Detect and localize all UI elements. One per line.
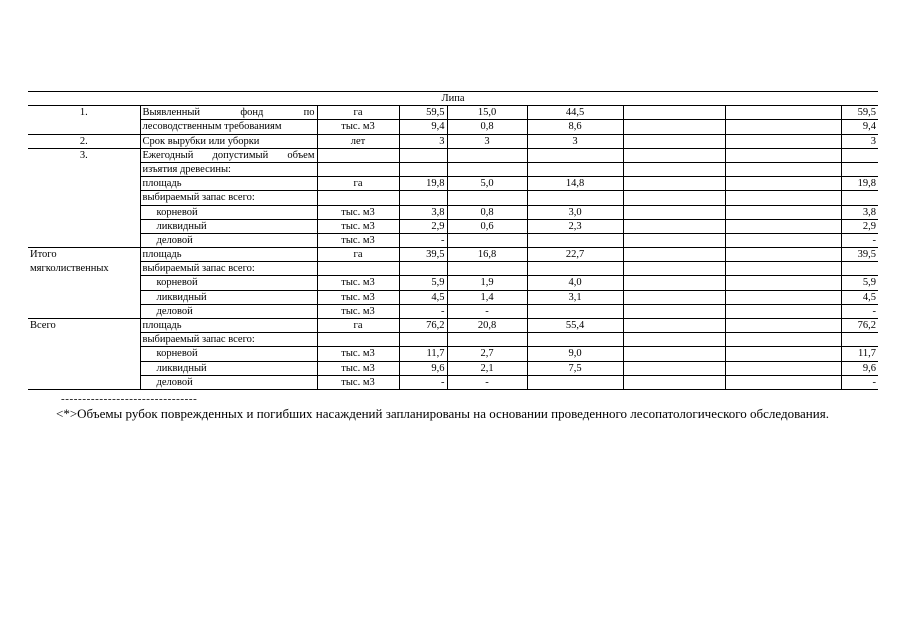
table-cell: Ежегодный допустимый объем xyxy=(140,148,317,162)
table-cell: га xyxy=(317,248,399,262)
table-cell xyxy=(725,205,841,219)
table-cell: ликвидный xyxy=(140,290,317,304)
table-cell xyxy=(725,347,841,361)
table-cell: 39,5 xyxy=(841,248,878,262)
table-cell xyxy=(725,248,841,262)
table-cell xyxy=(317,162,399,176)
table-cell: изъятия древесины: xyxy=(140,162,317,176)
table-cell: корневой xyxy=(140,276,317,290)
table-row xyxy=(28,347,878,361)
table-cell: 19,8 xyxy=(399,177,447,191)
table-cell: 4,5 xyxy=(399,290,447,304)
table-cell xyxy=(28,333,140,347)
table-cell: выбираемый запас всего: xyxy=(140,333,317,347)
table-cell xyxy=(623,233,725,247)
table-cell xyxy=(623,205,725,219)
table-cell: 2,7 xyxy=(447,347,527,361)
table-cell: мягколиственных xyxy=(28,262,140,276)
table-cell: 2,9 xyxy=(399,219,447,233)
table-cell xyxy=(28,233,140,247)
table-cell xyxy=(399,148,447,162)
table-cell: лет xyxy=(317,134,399,148)
table-cell xyxy=(725,134,841,148)
table-cell: Всего xyxy=(28,319,140,333)
table-cell xyxy=(28,276,140,290)
table-cell: тыс. м3 xyxy=(317,290,399,304)
table-cell xyxy=(317,333,399,347)
table-cell: 9,4 xyxy=(841,120,878,134)
table-cell: 9,4 xyxy=(399,120,447,134)
table-cell: 3 xyxy=(447,134,527,148)
footnote-text: <*>Объемы рубок поврежденных и погибших насаждений запланированы на основании проведенного лесопатологического обследования. xyxy=(56,406,829,421)
table-cell xyxy=(623,319,725,333)
table-cell: 55,4 xyxy=(527,319,623,333)
table-cell xyxy=(527,233,623,247)
table-cell: тыс. м3 xyxy=(317,276,399,290)
table-cell: га xyxy=(317,106,399,120)
table-cell: 0,6 xyxy=(447,219,527,233)
table-cell: 3,8 xyxy=(399,205,447,219)
table-cell xyxy=(623,361,725,375)
table-row xyxy=(28,162,878,176)
table-row xyxy=(28,304,878,318)
table-cell: 11,7 xyxy=(399,347,447,361)
table-cell xyxy=(28,205,140,219)
table-cell: га xyxy=(317,319,399,333)
table-cell: 59,5 xyxy=(399,106,447,120)
table-cell xyxy=(623,219,725,233)
table-cell xyxy=(725,319,841,333)
table-cell: выбираемый запас всего: xyxy=(140,262,317,276)
table-cell xyxy=(317,262,399,276)
forest-felling-table xyxy=(28,91,878,390)
table-cell xyxy=(841,262,878,276)
table-row xyxy=(28,177,878,191)
table-cell: - xyxy=(841,304,878,318)
table-cell xyxy=(623,148,725,162)
table-cell xyxy=(28,375,140,389)
table-cell: тыс. м3 xyxy=(317,304,399,318)
table-cell: 3 xyxy=(841,134,878,148)
table-cell: 4,5 xyxy=(841,290,878,304)
table-cell: 8,6 xyxy=(527,120,623,134)
table-cell xyxy=(399,333,447,347)
table-cell: ликвидный xyxy=(140,219,317,233)
table-cell xyxy=(28,361,140,375)
table-cell: 15,0 xyxy=(447,106,527,120)
table-cell: 3,8 xyxy=(841,205,878,219)
table-cell xyxy=(623,248,725,262)
table-cell: 59,5 xyxy=(841,106,878,120)
table-cell xyxy=(527,162,623,176)
table-cell xyxy=(841,191,878,205)
table-row xyxy=(28,248,878,262)
table-cell xyxy=(447,233,527,247)
table-cell xyxy=(399,191,447,205)
table-cell: 3,0 xyxy=(527,205,623,219)
table-cell: Срок вырубки или уборки xyxy=(140,134,317,148)
table-cell: тыс. м3 xyxy=(317,361,399,375)
table-cell xyxy=(725,191,841,205)
table-cell: 9,6 xyxy=(841,361,878,375)
table-cell xyxy=(725,106,841,120)
table-cell: 0,8 xyxy=(447,205,527,219)
table-cell: 20,8 xyxy=(447,319,527,333)
table-cell: 14,8 xyxy=(527,177,623,191)
table-cell xyxy=(28,304,140,318)
table-cell: площадь xyxy=(140,319,317,333)
table-cell xyxy=(725,148,841,162)
table-cell: ликвидный xyxy=(140,361,317,375)
table-cell: 1,4 xyxy=(447,290,527,304)
table-cell: - xyxy=(399,304,447,318)
table-cell xyxy=(623,333,725,347)
table-cell: Итого xyxy=(28,248,140,262)
table-cell: 44,5 xyxy=(527,106,623,120)
table-cell xyxy=(447,148,527,162)
table-cell: 2,9 xyxy=(841,219,878,233)
table-cell xyxy=(725,262,841,276)
table-cell: деловой xyxy=(140,233,317,247)
table-cell xyxy=(447,162,527,176)
table-cell: 19,8 xyxy=(841,177,878,191)
table-cell xyxy=(725,361,841,375)
table-cell: 3. xyxy=(28,148,140,162)
table-cell: 76,2 xyxy=(399,319,447,333)
table-cell: тыс. м3 xyxy=(317,205,399,219)
table-cell xyxy=(28,191,140,205)
table-cell xyxy=(623,134,725,148)
table-cell: тыс. м3 xyxy=(317,120,399,134)
table-cell: 22,7 xyxy=(527,248,623,262)
table-cell: корневой xyxy=(140,205,317,219)
table-cell xyxy=(399,162,447,176)
table-cell xyxy=(725,290,841,304)
table-cell: Выявленный фонд по xyxy=(140,106,317,120)
table-row xyxy=(28,134,878,148)
table-cell: тыс. м3 xyxy=(317,375,399,389)
table-cell: деловой xyxy=(140,375,317,389)
table-cell xyxy=(725,162,841,176)
table-cell xyxy=(841,148,878,162)
table-cell: га xyxy=(317,177,399,191)
table-cell xyxy=(527,262,623,276)
table-cell xyxy=(623,375,725,389)
table-cell xyxy=(527,333,623,347)
table-cell: - xyxy=(447,304,527,318)
table-cell: 3 xyxy=(527,134,623,148)
table-cell: площадь xyxy=(140,248,317,262)
table-cell: 9,0 xyxy=(527,347,623,361)
table-cell: выбираемый запас всего: xyxy=(140,191,317,205)
table-cell xyxy=(841,333,878,347)
table-cell: 7,5 xyxy=(527,361,623,375)
table-cell: 39,5 xyxy=(399,248,447,262)
table-row xyxy=(28,205,878,219)
table-cell: 2,1 xyxy=(447,361,527,375)
table-row xyxy=(28,290,878,304)
table-cell: лесоводственным требованиям xyxy=(140,120,317,134)
table-cell xyxy=(623,191,725,205)
table-cell xyxy=(28,347,140,361)
table-cell: 4,0 xyxy=(527,276,623,290)
table-cell: - xyxy=(841,233,878,247)
table-cell: - xyxy=(841,375,878,389)
table-cell: 1,9 xyxy=(447,276,527,290)
table-cell: тыс. м3 xyxy=(317,233,399,247)
table-cell xyxy=(399,262,447,276)
table-cell xyxy=(623,347,725,361)
table-row xyxy=(28,375,878,389)
table-cell xyxy=(447,191,527,205)
table-cell: тыс. м3 xyxy=(317,219,399,233)
table-row xyxy=(28,319,878,333)
table-cell: тыс. м3 xyxy=(317,347,399,361)
table-row xyxy=(28,262,878,276)
table-cell: 11,7 xyxy=(841,347,878,361)
table-cell xyxy=(527,191,623,205)
table-cell xyxy=(623,106,725,120)
section-title: Липа xyxy=(28,92,878,106)
table-cell xyxy=(725,375,841,389)
table-row xyxy=(28,191,878,205)
table-row xyxy=(28,148,878,162)
table-cell xyxy=(317,148,399,162)
table-cell xyxy=(623,120,725,134)
table-cell: 76,2 xyxy=(841,319,878,333)
table-cell xyxy=(447,262,527,276)
table-cell: 2,3 xyxy=(527,219,623,233)
table-cell xyxy=(317,191,399,205)
table-cell xyxy=(623,262,725,276)
table-cell xyxy=(725,219,841,233)
table-cell xyxy=(841,162,878,176)
table-cell xyxy=(725,276,841,290)
table-cell: 5,9 xyxy=(399,276,447,290)
table-cell xyxy=(725,120,841,134)
table-cell xyxy=(527,148,623,162)
table-cell: 3 xyxy=(399,134,447,148)
table-cell xyxy=(623,162,725,176)
table-cell: деловой xyxy=(140,304,317,318)
table-cell xyxy=(623,290,725,304)
table-cell: 5,0 xyxy=(447,177,527,191)
table-cell: корневой xyxy=(140,347,317,361)
table-cell xyxy=(725,177,841,191)
table-row xyxy=(28,219,878,233)
table-row xyxy=(28,276,878,290)
table-row xyxy=(28,333,878,347)
table-cell xyxy=(623,304,725,318)
table-cell: 3,1 xyxy=(527,290,623,304)
table-cell: 9,6 xyxy=(399,361,447,375)
table-cell xyxy=(28,120,140,134)
table-cell xyxy=(623,276,725,290)
table-row xyxy=(28,120,878,134)
table-row xyxy=(28,361,878,375)
table-cell xyxy=(28,219,140,233)
table-cell xyxy=(623,177,725,191)
table-cell xyxy=(725,333,841,347)
footnote-separator: -------------------------------- xyxy=(61,393,198,405)
table-cell: - xyxy=(399,375,447,389)
table-cell: - xyxy=(447,375,527,389)
table-cell: - xyxy=(399,233,447,247)
table-cell xyxy=(28,290,140,304)
table-cell: 1. xyxy=(28,106,140,120)
table-cell xyxy=(527,304,623,318)
table-cell xyxy=(725,233,841,247)
table-cell xyxy=(725,304,841,318)
table-cell: 16,8 xyxy=(447,248,527,262)
table-cell xyxy=(28,177,140,191)
table-cell xyxy=(28,162,140,176)
table-cell: площадь xyxy=(140,177,317,191)
table-cell xyxy=(447,333,527,347)
table-row xyxy=(28,106,878,120)
table-cell: 0,8 xyxy=(447,120,527,134)
table-cell: 2. xyxy=(28,134,140,148)
table-cell xyxy=(527,375,623,389)
table-cell: 5,9 xyxy=(841,276,878,290)
table-row xyxy=(28,233,878,247)
